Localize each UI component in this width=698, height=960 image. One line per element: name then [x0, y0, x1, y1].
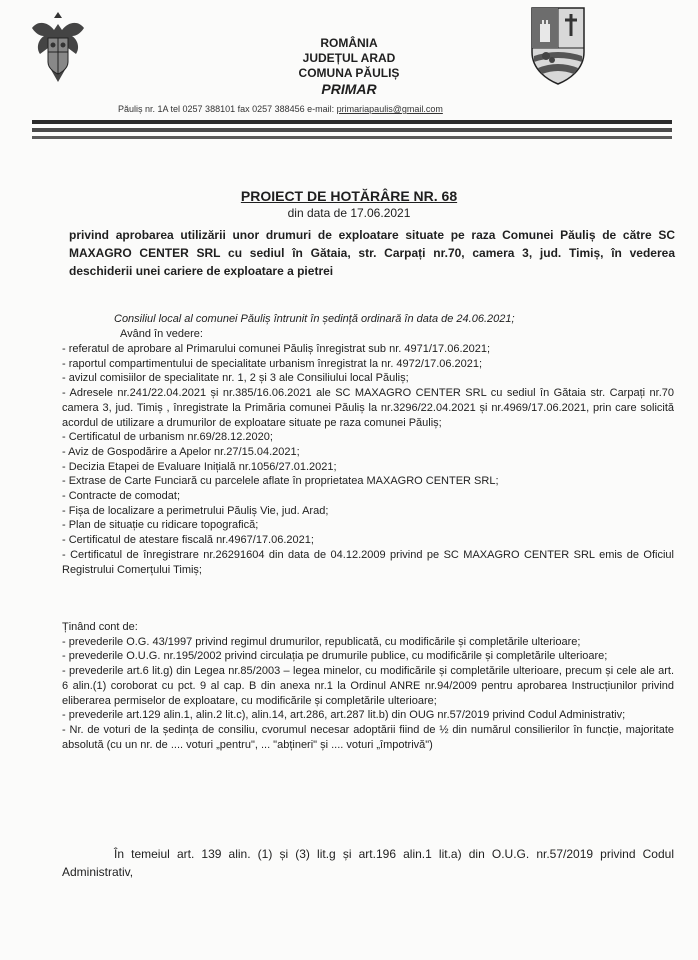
list-item: - Fișa de localizare a perimetrului Păuliș Vie, jud. Arad; — [62, 504, 329, 517]
list-item: - prevederile art.129 alin.1, alin.2 lit.c), alin.14, art.286, art.287 lit.b) din OUG nr.57/2019 privind Codul Administrativ; — [62, 709, 626, 722]
council-line: Consiliul local al comunei Păuliș întrunit în ședință ordinară în data de 24.06.2021; — [114, 313, 515, 325]
intro-section — [62, 312, 674, 341]
header-rule-top — [32, 120, 672, 124]
legal-ground-paragraph: În temeiul art. 139 alin. (1) și (3) lit.g și art.196 alin.1 lit.a) din O.U.G. nr.57/2019 privind Codul Administrativ, — [62, 847, 674, 879]
list-item: - prevederile O.G. 43/1997 privind regimul drumurilor, republicată, cu modificările și completările ulterioare; — [62, 635, 581, 648]
document-subject: privind aprobarea utilizării unor drumuri de exploatare situate pe raza Comunei Păuliș de către SC MAXAGRO CENTER SRL cu sediul în Gătaia, str. Carpați nr.70, camera 3, jud. Timiș, în vederea deschiderii unei cariere de exploatare a pietrei — [69, 228, 675, 278]
document-title: PROIECT DE HOTĂRÂRE NR. 68 — [240, 188, 458, 204]
list-item: - Nr. de voturi de la ședința de consiliu, cvorumul necesar adoptării fiind de ½ din numărul consilierilor în funcție, majoritate absolută (cu un nr. de .... voturi „pentru", ... "abțineri" și .... voturi „împotrivă") — [62, 723, 674, 751]
list-item: - prevederile O.U.G. nr.195/2002 privind circulația pe drumurile publice, cu modificările și completările ulterioare; — [62, 650, 608, 663]
list-item: - Decizia Etapei de Evaluare Inițială nr.1056/27.01.2021; — [62, 460, 337, 473]
list-item: - referatul de aprobare al Primarului comunei Păuliș înregistrat sub nr. 4971/17.06.2021; — [62, 343, 491, 355]
header-rule-bottom — [32, 136, 672, 139]
email-link[interactable]: primariapaulis@gmail.com — [336, 104, 443, 114]
avand-line: Având în vedere: — [120, 327, 203, 340]
header-rule-middle — [32, 128, 672, 132]
contact-line — [118, 104, 443, 114]
letterhead — [0, 36, 698, 98]
list-item: - Plan de situație cu ridicare topografică; — [62, 519, 259, 532]
office-label: PRIMAR — [321, 81, 377, 97]
tinand-heading: Ținând cont de: — [62, 621, 138, 633]
country-label: ROMÂNIA — [320, 36, 378, 50]
list-item: - Extrase de Carte Funciară cu parcelele aflate în proprietatea MAXAGRO CENTER SRL; — [62, 475, 499, 488]
document-date: din data de 17.06.2021 — [287, 206, 411, 220]
list-item: - Certificatul de înregistrare nr.26291604 din data de 04.12.2009 privind pe SC MAXAGRO CENTER SRL emis de Oficiul Registrului Comerțului Timiș; — [62, 548, 674, 576]
list-item: - raportul compartimentului de specialitate urbanism înregistrat la nr. 4972/17.06.2021; — [62, 357, 483, 370]
list-item: - Contracte de comodat; — [62, 490, 181, 503]
legal-basis-list — [62, 620, 674, 752]
contact-text: Păuliș nr. 1A tel 0257 388101 fax 0257 388456 e-mail: — [118, 104, 337, 114]
considerations-list — [62, 342, 674, 577]
list-item: - avizul comisiilor de specialitate nr. 1, 2 și 3 ale Consiliului local Păuliș; — [62, 372, 409, 385]
list-item: - Certificatul de atestare fiscală nr.4967/17.06.2021; — [62, 534, 314, 547]
list-item: - Certificatul de urbanism nr.69/28.12.2020; — [62, 431, 273, 444]
commune-label: COMUNA PĂULIȘ — [298, 66, 400, 80]
list-item: - Aviz de Gospodărire a Apelor nr.27/15.04.2021; — [62, 445, 300, 458]
county-label: JUDEȚUL ARAD — [302, 51, 396, 65]
list-item: - Adresele nr.241/22.04.2021 și nr.385/16.06.2021 ale SC MAXAGRO CENTER SRL cu sediul în Gătaia str. Carpați nr.70 camera 3, jud. Timiș , înregistrate la Primăria comunei Păuliș la nr.3296/22.04.2021 și nr.4969/17.06.2021, prin care solicită acordul de utilizare a drumurilor de exploatare situate pe raza comunei Păuliș; — [62, 387, 674, 429]
list-item: - prevederile art.6 lit.g) din Legea nr.85/2003 – legea minelor, cu modificările și completările ulterioare, precum și cele ale art. 6 alin.(1) coroborat cu pct. 9 al cap. B din anexa nr.1 la Ordinul ANRE nr.94/2009 pentru aprobarea Instrucțiunilor privind eliberarea permiselor de exploatare, cu modificările și completările ulterioare; — [62, 665, 674, 707]
